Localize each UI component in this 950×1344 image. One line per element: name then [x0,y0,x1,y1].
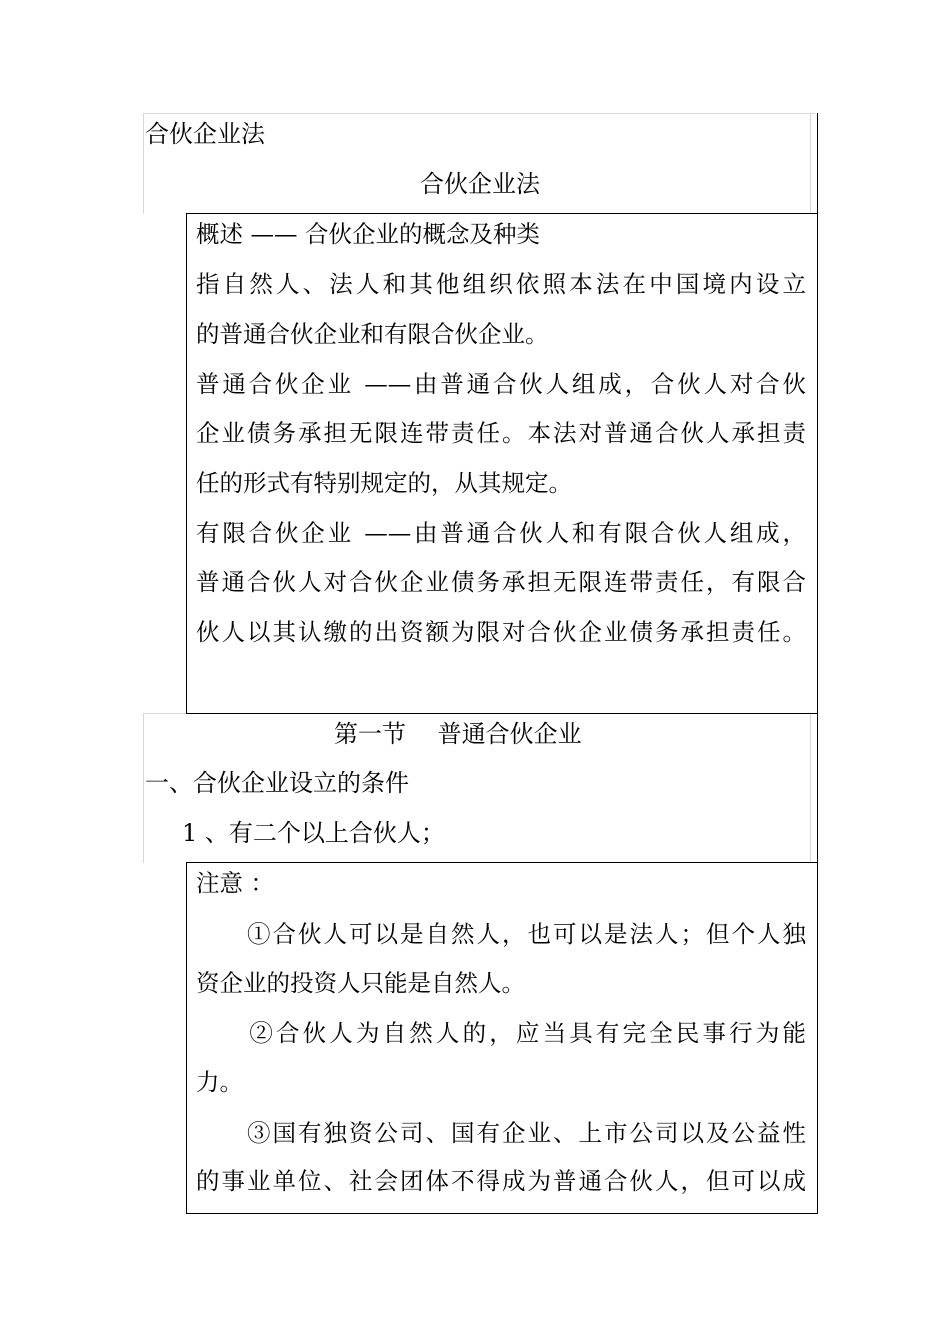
overview-line-4: 企业债务承担无限连带责任。本法对普通合伙人承担责 [196,419,806,447]
overview-line-3: 普通合伙企业 ——由普通合伙人组成，合伙人对合伙 [196,370,806,398]
table-border-left-mid [143,713,144,863]
overview-line-2: 的普通合伙企业和有限合伙企业。 [196,320,549,348]
notice-line-6: 的事业单位、社会团体不得成为普通合伙人，但可以成 [196,1167,806,1195]
notice-heading: 注意 ： [196,869,274,897]
header-small-title: 合伙企业法 [145,120,265,148]
table-border-top [143,113,815,114]
overview-line-5: 任的形式有特别规定的，从其规定。 [196,469,572,497]
notice-line-3: ②合伙人为自然人的，应当具有完全民事行为能 [196,1019,806,1047]
notice-line-4: 力。 [196,1068,243,1096]
overview-line-7: 普通合伙人对合伙企业债务承担无限连带责任，有限合 [196,568,806,596]
section-item-1: 1 、有二个以上合伙人； [182,819,445,847]
overview-line-6: 有限合伙企业 ——由普通合伙人和有限合伙人组成， [196,519,806,547]
section-heading: 一、合伙企业设立的条件 [145,769,409,797]
table-border-right-outer-top [817,113,818,214]
notice-line-5: ③国有独资公司、国有企业、上市公司以及公益性 [196,1119,806,1147]
overview-line-8: 伙人以其认缴的出资额为限对合伙企业债务承担责任。 [196,618,806,646]
page-title: 合伙企业法 [420,170,540,198]
section-title: 第一节 普通合伙企业 [334,720,582,748]
table-border-right-inner-top [810,113,811,214]
notice-line-2: 资企业的投资人只能是自然人。 [196,969,525,997]
overview-heading: 概述 —— 合伙企业的概念及种类 [196,220,540,248]
table-border-left-top [143,113,144,214]
notice-line-1: ①合伙人可以是自然人，也可以是法人；但个人独 [196,920,806,948]
table-border-right-outer-mid [817,713,818,863]
overview-line-1: 指自然人、法人和其他组织依照本法在中国境内设立 [196,270,806,298]
table-border-right-inner-mid [810,713,811,863]
